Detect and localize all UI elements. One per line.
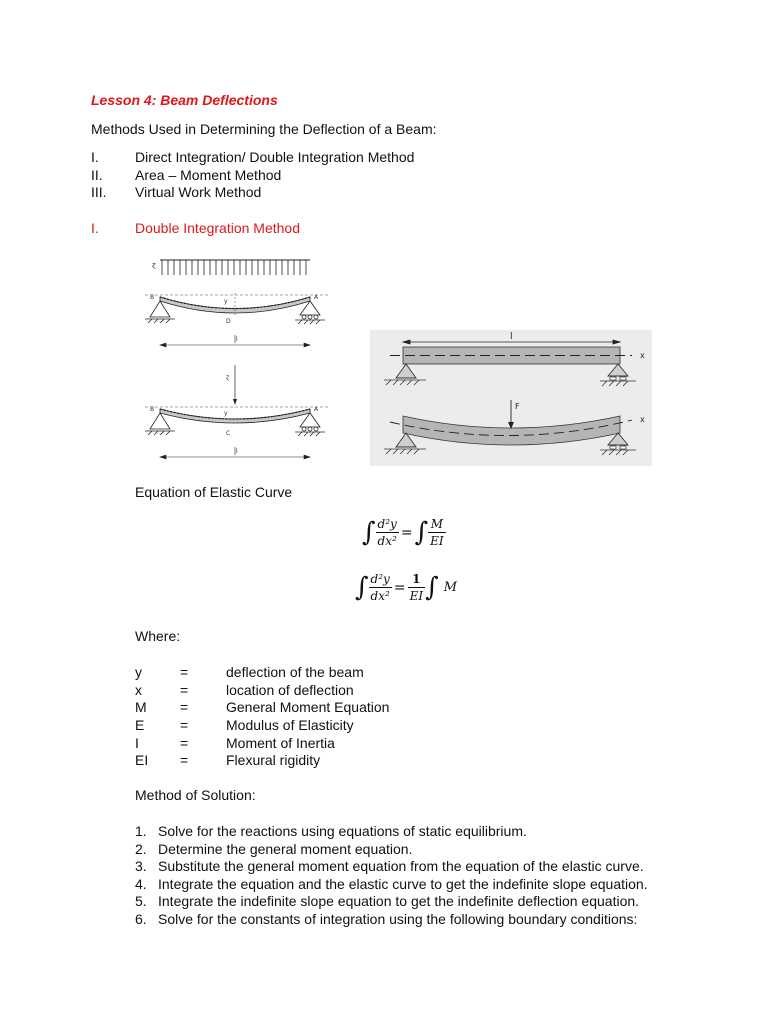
method-number: I. [91,149,99,165]
solution-step: 1. Solve for the reactions using equations of static equilibrium. [135,823,527,839]
lesson-title: Lesson 4: Beam Deflections [91,92,278,108]
svg-text:l: l [236,448,238,455]
svg-text:B: B [150,406,155,413]
svg-text:B: B [150,294,155,301]
svg-text:C: C [226,430,231,437]
svg-text:A: A [314,294,319,301]
method-text: Virtual Work Method [135,184,262,200]
definition-row: E = Modulus of Elasticity [135,717,354,733]
point-load-label: ɀ [226,374,230,381]
beam-diagram-left [140,255,340,465]
method-text: Area – Moment Method [135,167,282,183]
equation-1: ∫ $\frac{\text{d²y}}{\text{dx²}}$ =∫ $\frac{M}{EI}$ [362,517,444,548]
svg-text:A: A [314,406,319,413]
solution-step: 4. Integrate the equation and the elastic curve to get the indefinite slope equation. [135,876,648,892]
definition-row: y = deflection of the beam [135,664,364,680]
force-label: F [515,402,520,411]
section-number: I. [91,220,99,236]
equation-2: ∫ $\frac{\text{d²y}}{\text{dx²}}$ = $\frac{1}{EI}$ ∫ M [355,572,458,603]
method-of-solution-label: Method of Solution: [135,787,256,803]
methods-intro: Methods Used in Determining the Deflection of a Beam: [91,121,437,137]
definition-row: I = Moment of Inertia [135,735,335,751]
solution-step: 3. Substitute the general moment equation from the equation of the elastic curve. [135,858,644,874]
definition-row: x = location of deflection [135,682,354,698]
solution-step: 6. Solve for the constants of integration using the following boundary conditions: [135,911,638,927]
method-number: III. [91,184,107,200]
beam-diagram-right [370,330,652,466]
method-text: Direct Integration/ Double Integration Method [135,149,415,165]
span-dimension [160,335,310,347]
where-label: Where: [135,628,181,644]
deflected-beam [160,409,310,423]
span-label: l [510,332,513,342]
svg-text:y: y [224,410,228,417]
svg-text:x: x [640,415,645,424]
elastic-curve-heading: Equation of Elastic Curve [135,484,293,500]
definition-row: M = General Moment Equation [135,699,390,715]
load-label: ɀ [152,261,156,269]
section-title: Double Integration Method [135,220,300,236]
distributed-load-arrows [160,260,310,275]
definition-row: EI = Flexural rigidity [135,752,321,768]
svg-text:l: l [236,336,238,343]
solution-step: 5. Integrate the indefinite slope equation to get the indefinite deflection equation. [135,893,640,909]
solution-step: 2. Determine the general moment equation. [135,841,413,857]
svg-text:x: x [640,351,645,360]
svg-text:y: y [224,298,228,305]
method-number: II. [91,167,103,183]
svg-text:D: D [226,318,231,325]
